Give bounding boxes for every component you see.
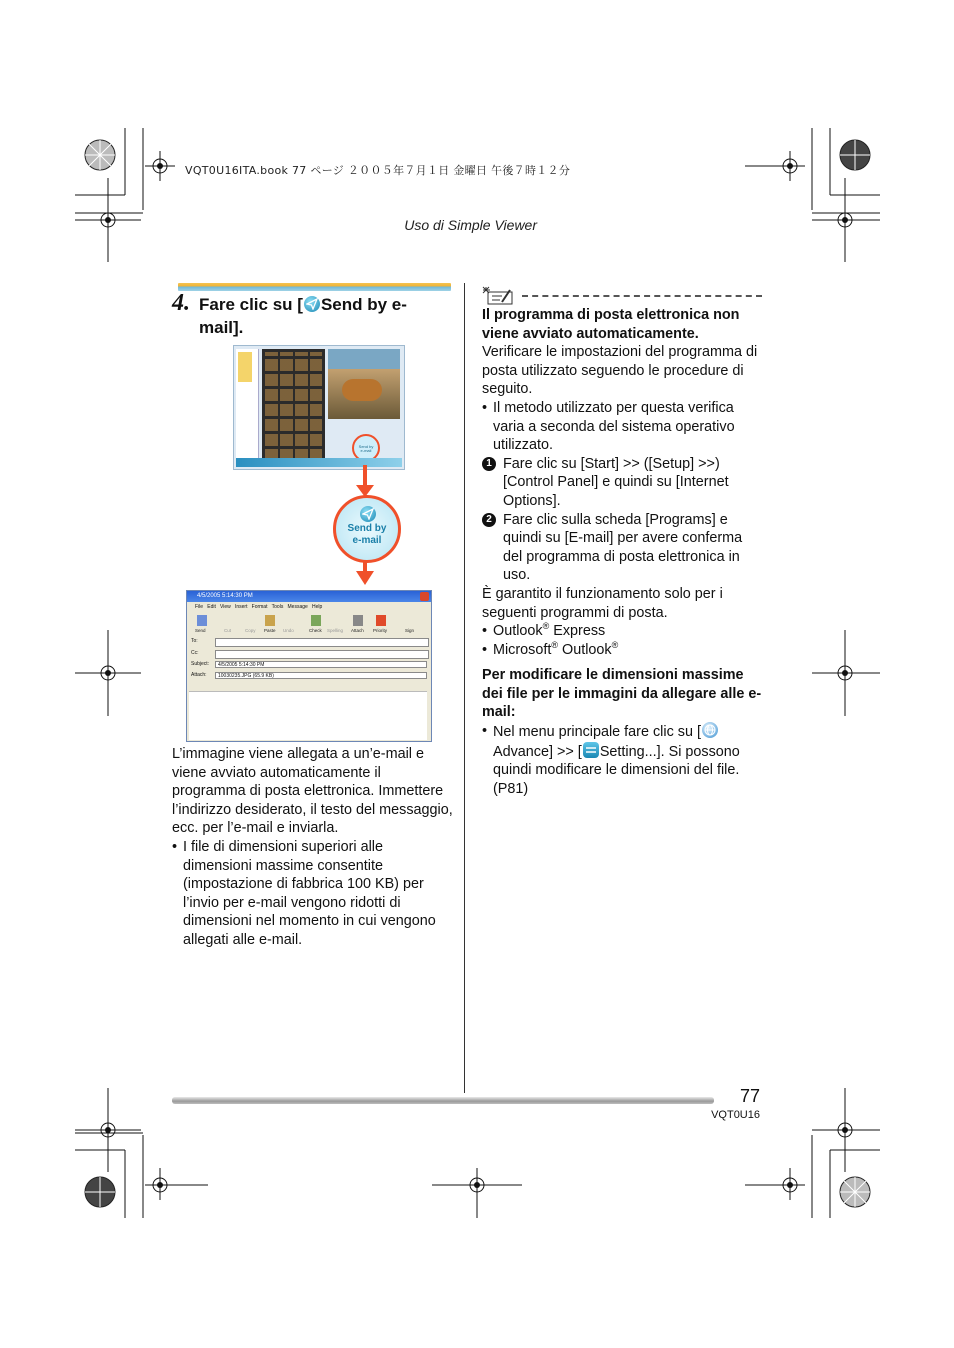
step-title (199, 293, 449, 339)
send-email-callout-icon (360, 506, 376, 522)
note-icon (482, 286, 516, 306)
to-field[interactable] (215, 638, 429, 647)
attach-field: 10030235.JPG (65.9 KB) (215, 672, 427, 679)
step-item-2-number: 2 (482, 513, 496, 527)
page-number: 77 (739, 1086, 760, 1106)
step-title-before: Fare clic su [ (199, 295, 303, 314)
model-code: VQT0U16 (711, 1109, 760, 1121)
send-by-email-callout (333, 495, 401, 563)
program-outlook-express: • Outlook® Express (482, 622, 762, 641)
step-item-1: 1 Fare clic su [Start] >> ([Setup] >>) [Control Panel] e quindi su [Internet Options]. (482, 455, 762, 511)
size-note-bullet: • I file di dimensioni superiori alle dimensioni massime consentite (impostazione di fabbrica 100 KB) per l’invio per e-mail vengono ridotti di dimensioni nel momento in cui vengono allegati alle e-mail. (172, 838, 454, 950)
cc-field[interactable] (215, 650, 429, 659)
send-by-email-small-label: Send by e-mail (358, 444, 374, 453)
program-microsoft-outlook: • Microsoft® Outlook® (482, 641, 762, 660)
advance-setting-bullet: • Nel menu principale fare clic su [ Advance] >> [ Setting...]. Si possono quindi modificare le dimensioni del file. (P81) (482, 722, 762, 798)
subject-field[interactable]: 4/5/2005 5:14:30 PM (215, 661, 427, 668)
check-settings-paragraph: Verificare le impostazioni del programma di posta utilizzato seguendo le procedure di seguito. (482, 344, 758, 398)
thumbnail-grid (262, 349, 325, 461)
footer-bar (172, 1097, 714, 1104)
left-column (172, 745, 454, 950)
step-number: 4. (172, 290, 190, 316)
step-item-2: 2 Fare clic sulla scheda [Programs] e quindi su [E-mail] per avere conferma del programma di posta elettronica in uso. (482, 511, 762, 585)
paste-icon (265, 615, 275, 626)
folder-icon (238, 352, 252, 382)
advance-globe-icon (702, 722, 718, 738)
menu-bar: File Edit View Insert Format Tools Message Help (195, 604, 323, 610)
note-header (482, 286, 762, 306)
step-title-after: Send by e-mail]. (199, 295, 407, 337)
send-icon (197, 615, 207, 626)
priority-icon (376, 615, 386, 626)
step-bar (178, 283, 451, 291)
simple-viewer-screenshot (233, 345, 405, 470)
heading-max-size: Per modificare le dimensioni massime dei file per le immagini da allegare alle e-mail: (482, 667, 762, 721)
send-email-icon (304, 296, 320, 312)
result-paragraph: L’immagine viene allegata a un’e-mail e viene avviato automaticamente il programma di posta elettronica. Immettere l’indirizzo desiderato, il testo del messaggio, ecc. per l’e-mail e inviarla. (172, 746, 453, 837)
heading-not-started: Il programma di posta elettronica non viene avviato automaticamente. (482, 307, 740, 342)
email-compose-screenshot (186, 590, 432, 742)
print-header: VQT0U16ITA.book 77 ページ ２００５年７月１日 金曜日 午後７時１２分 (185, 164, 571, 177)
message-body[interactable] (189, 691, 427, 740)
close-icon (420, 592, 429, 601)
attach-icon (353, 615, 363, 626)
toolbar: Send Cut Copy Paste Undo Check Spelling Attach Priority Sign (193, 613, 425, 635)
column-divider (464, 283, 465, 1093)
header-fields: To: Cc: Subject: 4/5/2005 5:14:30 PM Attach: 10030235.JPG (65.9 KB) (191, 638, 427, 688)
setting-icon (583, 742, 599, 758)
running-header: Uso di Simple Viewer (404, 217, 537, 233)
right-column (482, 306, 762, 798)
step-item-1-number: 1 (482, 457, 496, 471)
supported-programs-paragraph: È garantito il funzionamento solo per i seguenti programmi di posta. (482, 585, 723, 621)
check-icon (311, 615, 321, 626)
send-by-email-callout-label: Send by e-mail (347, 523, 387, 546)
os-note-bullet: • Il metodo utilizzato per questa verifica varia a seconda del sistema operativo utilizzato. (482, 399, 762, 455)
window-title: 4/5/2005 5:14:30 PM (187, 591, 431, 602)
preview-image (328, 349, 400, 419)
